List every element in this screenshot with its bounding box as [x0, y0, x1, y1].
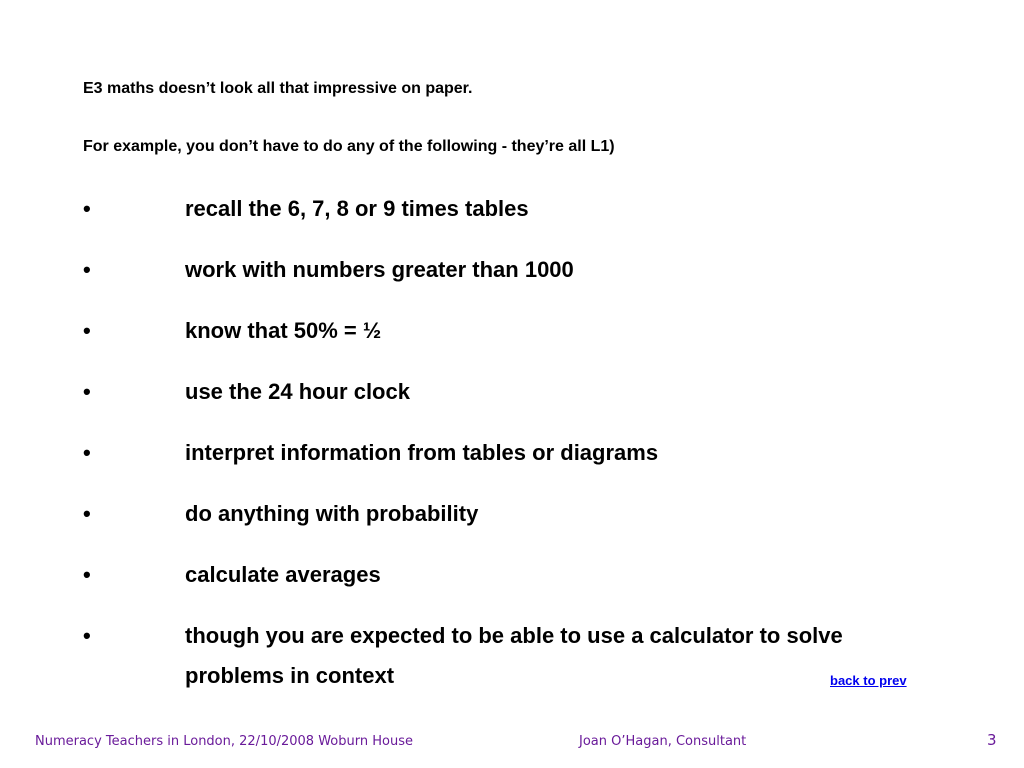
bullet-text: use the 24 hour clock — [185, 379, 410, 404]
bullet-text: know that 50% = ½ — [185, 318, 382, 343]
footer-event-info: Numeracy Teachers in London, 22/10/2008 Woburn House — [35, 734, 413, 749]
bullet-text: work with numbers greater than 1000 — [185, 257, 574, 282]
bullet-icon: • — [83, 257, 91, 282]
bullet-text: calculate averages — [185, 562, 381, 587]
bullet-icon: • — [83, 562, 91, 587]
bullet-icon: • — [83, 196, 91, 221]
bullet-icon: • — [83, 501, 91, 526]
bullet-icon: • — [83, 379, 91, 404]
intro-line-2: For example, you don’t have to do any of the following - they’re all L1) — [83, 138, 615, 155]
bullet-text: interpret information from tables or diagrams — [185, 440, 659, 465]
bullet-icon: • — [83, 440, 91, 465]
bullet-text: do anything with probability — [185, 501, 479, 526]
back-to-prev-link[interactable]: back to prev — [830, 673, 907, 688]
bullet-text: though you are expected to be able to use a calculator to solve problems in context — [185, 623, 843, 688]
footer-author: Joan O’Hagan, Consultant — [579, 734, 747, 749]
intro-line-1: E3 maths doesn’t look all that impressive on paper. — [83, 80, 473, 97]
bullet-text: recall the 6, 7, 8 or 9 times tables — [185, 196, 529, 221]
bullet-icon: • — [83, 318, 91, 343]
bullet-icon: • — [83, 623, 91, 648]
slide-number: 3 — [987, 731, 997, 749]
